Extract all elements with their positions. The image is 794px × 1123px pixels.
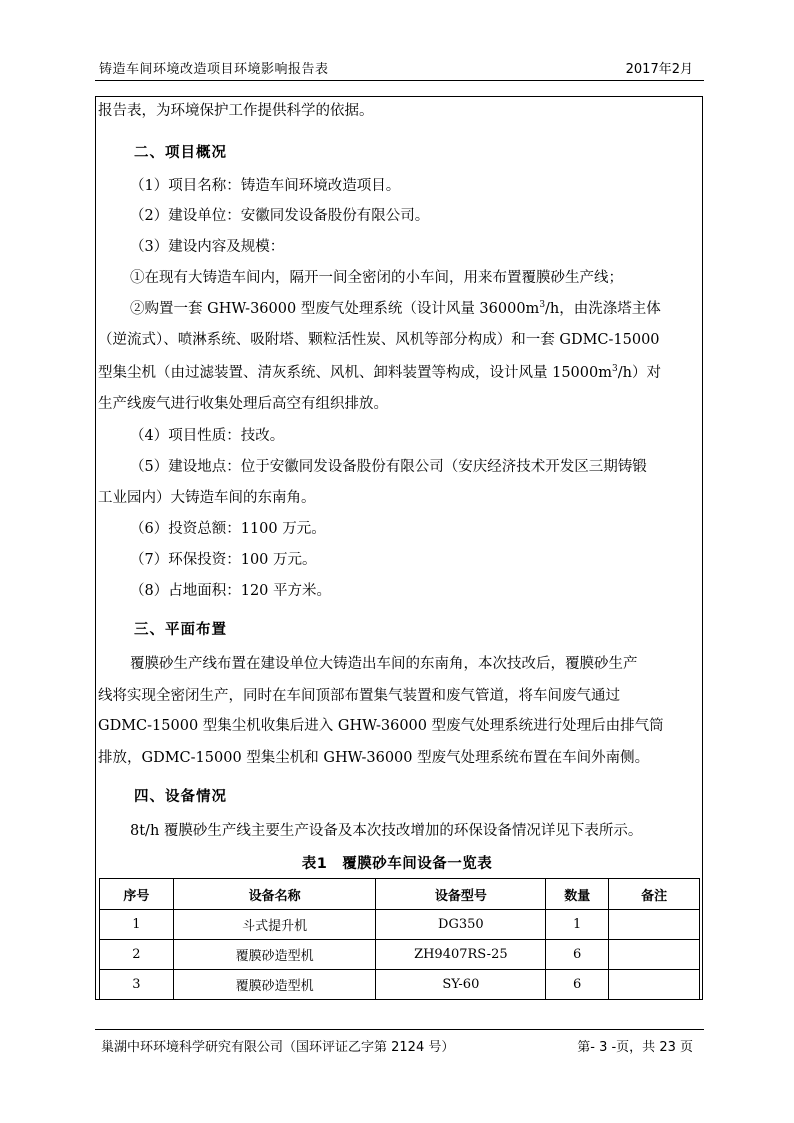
page-number: 第- 3 -页，共 23 页 — [577, 1040, 693, 1055]
item-location: （5）建设地点：位于安徽同发设备股份有限公司（安庆经济技术开发区三期铸锻 — [130, 459, 647, 475]
section-heading-equipment: 四、设备情况 — [134, 789, 227, 805]
column-header: 数量 — [546, 879, 609, 910]
item-scope: （3）建设内容及规模： — [130, 239, 285, 255]
table-cell: 1 — [546, 910, 609, 940]
footer-rule — [95, 1029, 704, 1030]
report-title: 铸造车间环境改造项目环境影响报告表 — [99, 62, 329, 77]
table-cell — [609, 940, 700, 970]
table-cell: 斗式提升机 — [173, 910, 376, 940]
column-header: 序号 — [100, 879, 174, 910]
paragraph-line: 排放，GDMC-15000 型集尘机和 GHW-36000 型废气处理系统布置在车间外南侧。 — [98, 750, 650, 766]
table-cell: 6 — [546, 940, 609, 970]
paragraph-line: 生产线废气进行收集处理后高空有组织排放。 — [98, 396, 388, 412]
paragraph-line: 覆膜砂生产线布置在建设单位大铸造出车间的东南角，本次技改后，覆膜砂生产 — [130, 656, 638, 672]
page-header — [95, 58, 699, 78]
table-cell: 1 — [100, 910, 174, 940]
report-date: 2017年2月 — [625, 62, 693, 77]
paragraph-line: 工业园内）大铸造车间的东南角。 — [98, 490, 316, 506]
column-header: 设备型号 — [376, 879, 546, 910]
item-nature: （4）项目性质：技改。 — [130, 428, 285, 444]
scope-item-2: ②购置一套 GHW-36000 型废气处理系统（设计风量 $36000m^3/h$，由洗涤塔主体 — [130, 300, 661, 317]
table-row — [100, 940, 700, 970]
section-heading-overview: 二、项目概况 — [134, 145, 227, 161]
paragraph-line: 报告表，为环境保护工作提供科学的依据。 — [98, 103, 374, 119]
item-builder: （2）建设单位：安徽同发设备股份有限公司。 — [130, 208, 430, 224]
table-cell — [609, 910, 700, 940]
item-area: （8）占地面积：120 平方米。 — [130, 583, 332, 599]
paragraph-line: 型集尘机（由过滤装置、清灰系统、风机、卸料装置等构成，设计风量 $15000m^3/h$）对 — [98, 364, 661, 381]
table-cell: SY-60 — [376, 970, 546, 1000]
table-caption: 表1 覆膜砂车间设备一览表 — [301, 856, 493, 872]
table-cell: 3 — [100, 970, 174, 1000]
table-cell: ZH9407RS-25 — [376, 940, 546, 970]
table-cell: 覆膜砂造型机 — [173, 940, 376, 970]
organization-name: 巢湖中环环境科学研究有限公司（国环评证乙字第 2124 号） — [101, 1040, 455, 1055]
item-env-investment: （7）环保投资：100 万元。 — [130, 552, 317, 568]
table-cell: 6 — [546, 970, 609, 1000]
paragraph-line: （逆流式）、喷淋系统、吸附塔、颗粒活性炭、风机等部分构成）和一套 GDMC-15000 — [98, 332, 660, 348]
item-project-name: （1）项目名称：铸造车间环境改造项目。 — [130, 178, 401, 194]
paragraph-line: 线将实现全密闭生产，同时在车间顶部布置集气装置和废气管道，将车间废气通过 — [98, 688, 620, 704]
table-row — [100, 910, 700, 940]
table-cell: 覆膜砂造型机 — [173, 970, 376, 1000]
table-row — [100, 970, 700, 1000]
header-rule — [95, 80, 704, 81]
equipment-table — [99, 878, 700, 1000]
column-header: 设备名称 — [173, 879, 376, 910]
table-cell — [609, 970, 700, 1000]
table-header-row — [100, 879, 700, 910]
section-heading-layout: 三、平面布置 — [134, 622, 227, 638]
paragraph-line: 8t/h 覆膜砂生产线主要生产设备及本次技改增加的环保设备情况详见下表所示。 — [130, 823, 643, 839]
scope-item-1: ①在现有大铸造车间内，隔开一间全密闭的小车间，用来布置覆膜砂生产线； — [130, 270, 623, 286]
column-header: 备注 — [609, 879, 700, 910]
table-cell: DG350 — [376, 910, 546, 940]
item-total-investment: （6）投资总额：1100 万元。 — [130, 521, 326, 537]
table-cell: 2 — [100, 940, 174, 970]
paragraph-line: GDMC-15000 型集尘机收集后进入 GHW-36000 型废气处理系统进行处理后由排气筒 — [98, 718, 664, 734]
